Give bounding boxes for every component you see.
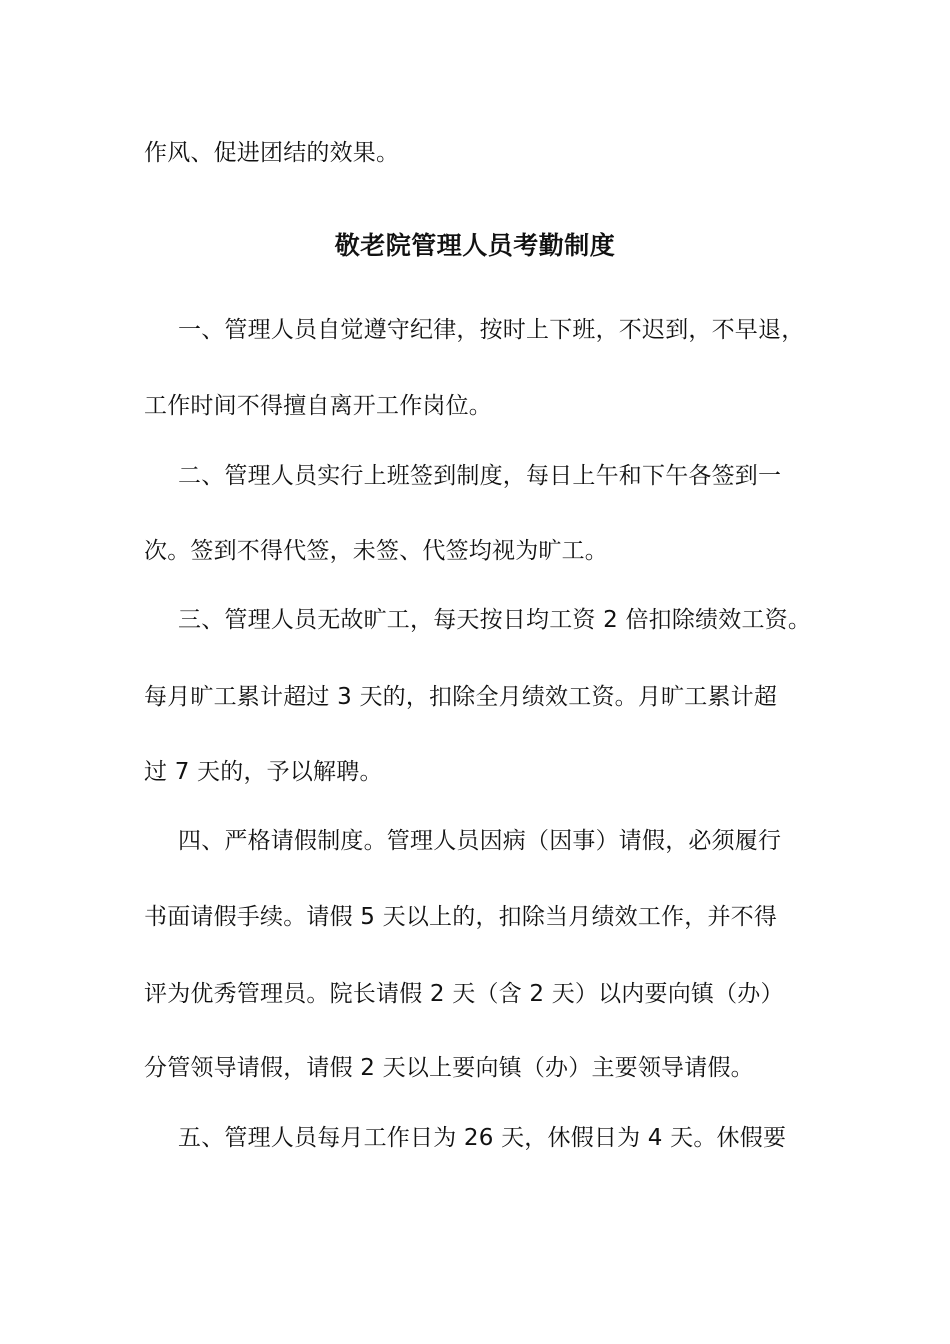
document-title: 敬老院管理人员考勤制度: [334, 231, 616, 260]
paragraph-4-line-1: 四、严格请假制度。管理人员因病（因事）请假，必须履行: [178, 828, 782, 854]
paragraph-3-line-3: 过 7 天的，予以解聘。: [144, 759, 383, 785]
paragraph-4-line-3: 评为优秀管理员。院长请假 2 天（含 2 天）以内要向镇（办）: [144, 981, 784, 1007]
paragraph-3-line-2: 每月旷工累计超过 3 天的，扣除全月绩效工资。月旷工累计超: [144, 684, 778, 710]
paragraph-1-line-2: 工作时间不得擅自离开工作岗位。: [144, 393, 492, 419]
paragraph-5-line-1: 五、管理人员每月工作日为 26 天，休假日为 4 天。休假要: [178, 1125, 787, 1151]
paragraph-2-line-1: 二、管理人员实行上班签到制度，每日上午和下午各签到一: [178, 463, 782, 489]
paragraph-4-line-2: 书面请假手续。请假 5 天以上的，扣除当月绩效工作，并不得: [144, 904, 778, 930]
paragraph-1-line-1: 一、管理人员自觉遵守纪律，按时上下班，不迟到，不早退，: [178, 317, 805, 343]
continuation-line: 作风、促进团结的效果。: [144, 140, 400, 166]
paragraph-2-line-2: 次。签到不得代签，未签、代签均视为旷工。: [144, 538, 608, 564]
paragraph-4-line-4: 分管领导请假，请假 2 天以上要向镇（办）主要领导请假。: [144, 1055, 754, 1081]
paragraph-3-line-1: 三、管理人员无故旷工，每天按日均工资 2 倍扣除绩效工资。: [178, 607, 812, 633]
